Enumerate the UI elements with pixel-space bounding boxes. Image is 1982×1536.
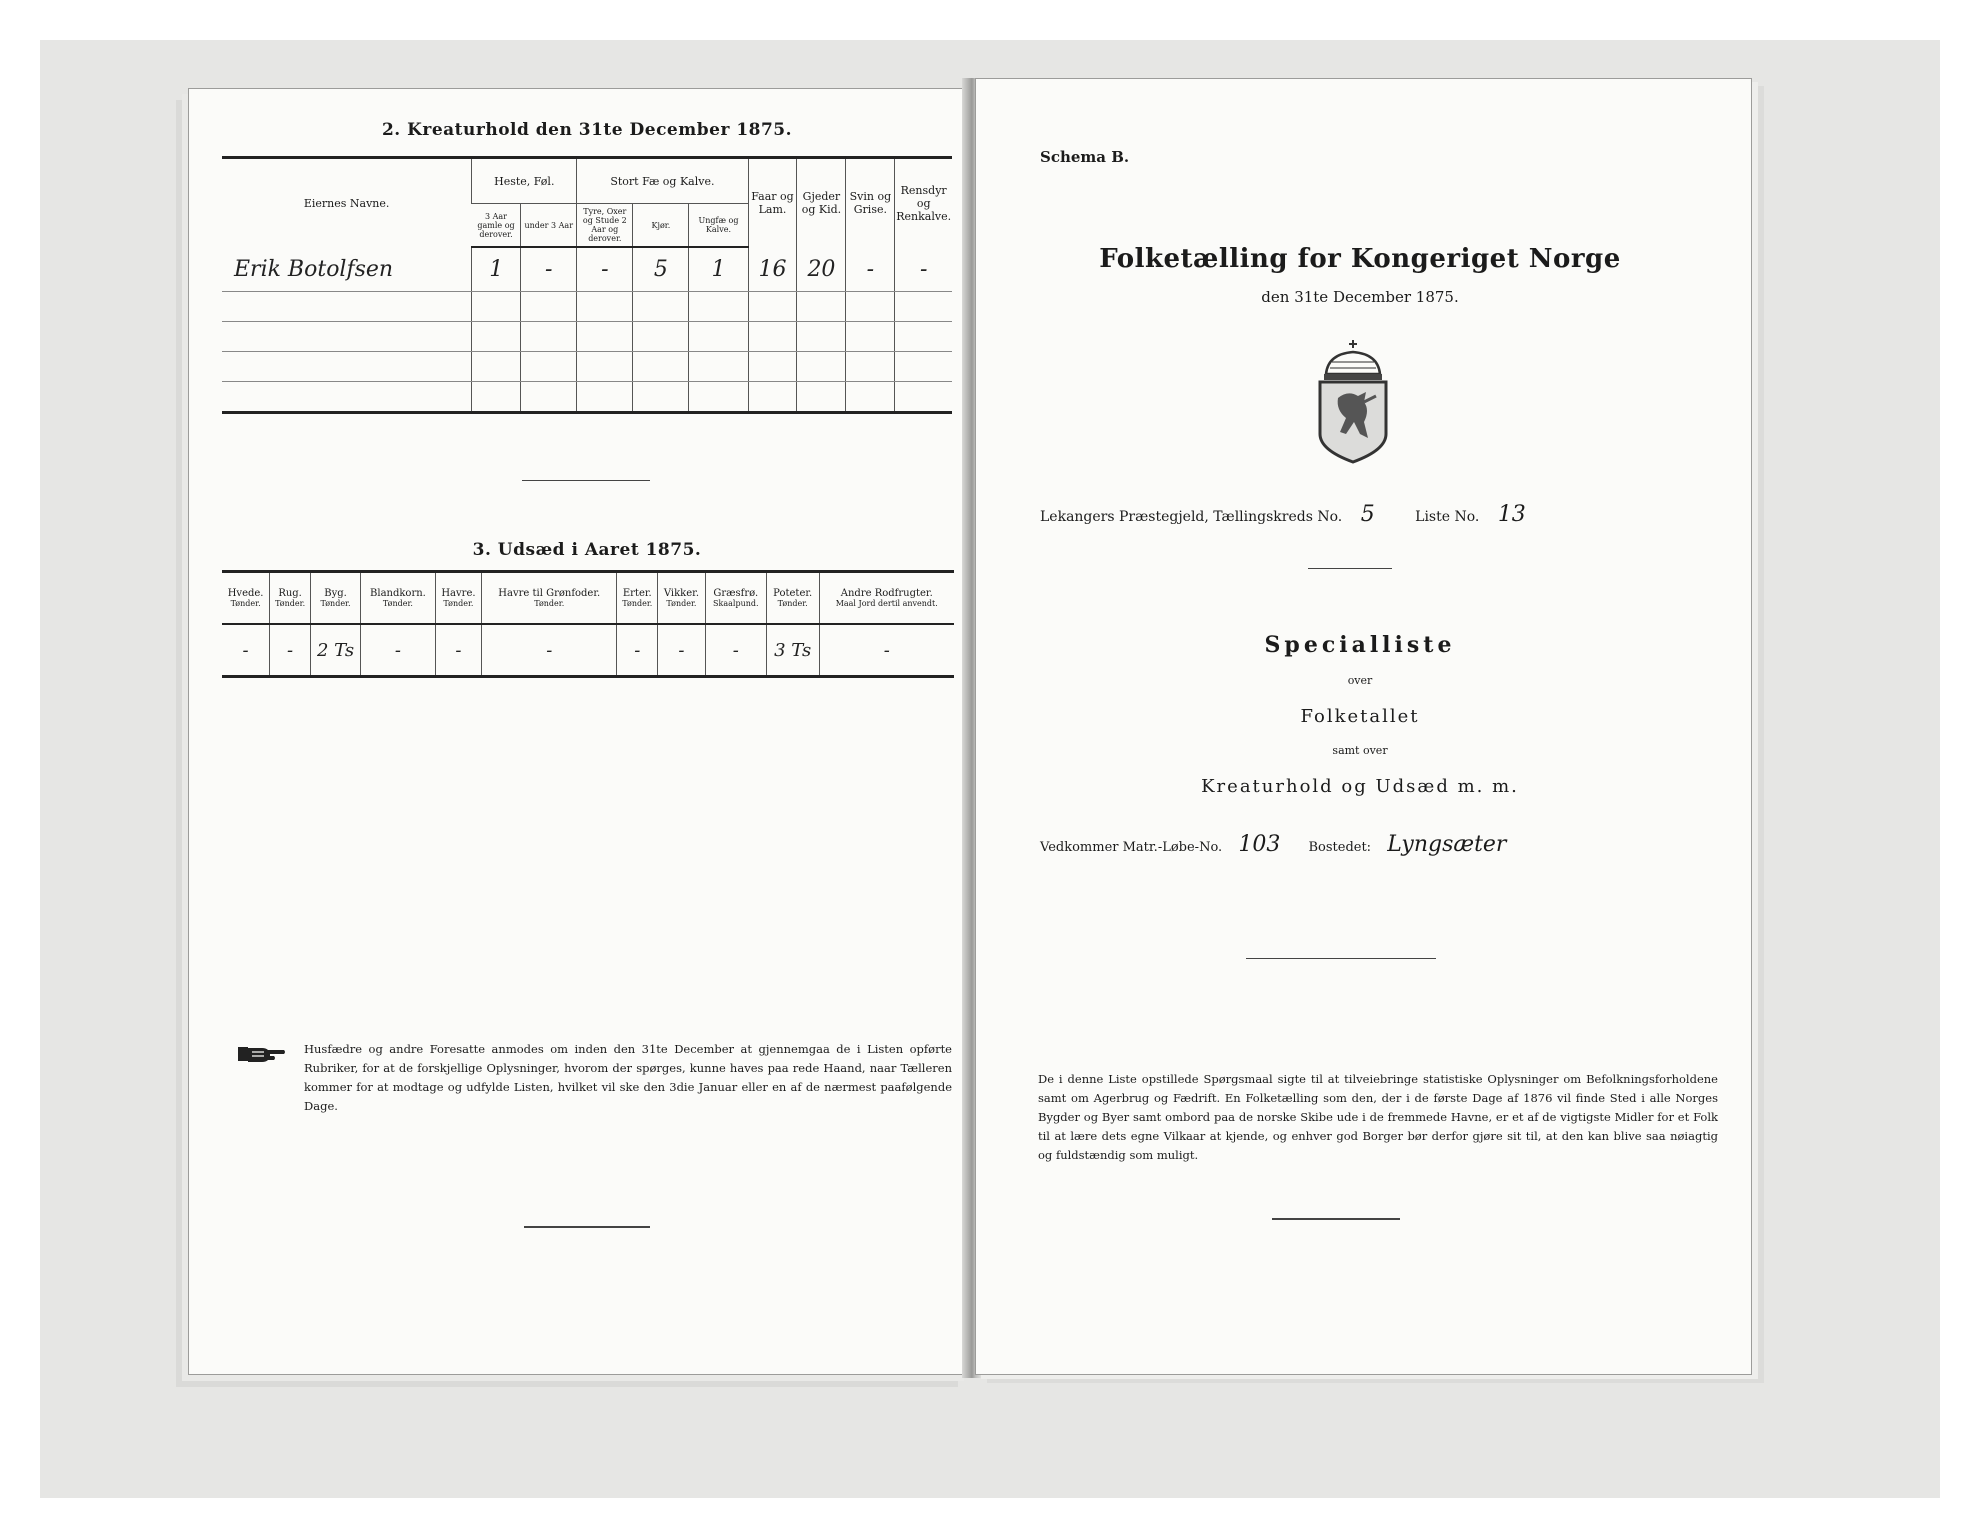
- seed-header-unit: Tønder.: [275, 599, 306, 608]
- table-row: [222, 624, 954, 677]
- horses-young-header: under 3 Aar: [521, 204, 577, 248]
- cows-value: 5: [633, 247, 689, 292]
- seed-header: [617, 572, 658, 625]
- horses-header: Heste, Føl.: [472, 158, 577, 204]
- list-number: 13: [1497, 502, 1526, 527]
- schema-label: Schema B.: [1040, 148, 1130, 166]
- seed-header: [222, 572, 270, 625]
- seed-header-label: Erter.: [622, 588, 652, 599]
- kreaturhold-text: Kreaturhold og Udsæd m. m.: [1201, 776, 1519, 797]
- pointing-hand-icon: [238, 1043, 286, 1065]
- seed-header-unit: Tønder.: [320, 599, 351, 608]
- samt-over-text: samt over: [1332, 744, 1388, 757]
- seed-header-unit: Skaalpund.: [713, 599, 759, 608]
- table-row: [222, 352, 952, 382]
- divider: [1308, 568, 1392, 569]
- sheep-header: Faar og Lam.: [748, 158, 797, 248]
- seed-value: 3 Ts: [766, 624, 819, 677]
- seed-header: [658, 572, 706, 625]
- seed-header: [270, 572, 311, 625]
- seed-header-label: Andre Rodfrugter.: [840, 588, 933, 599]
- divider: [1246, 958, 1436, 959]
- matr-label: Vedkommer Matr.-Løbe-No.: [1040, 840, 1223, 855]
- goats-header: Gjeder og Kid.: [797, 158, 846, 248]
- seed-value: -: [270, 624, 311, 677]
- parish-label: Lekangers Præstegjeld, Tællingskreds No.: [1040, 509, 1343, 525]
- census-title: Folketælling for Kongeriget Norge: [1099, 244, 1621, 274]
- seed-header: [435, 572, 481, 625]
- over-text: over: [1347, 674, 1373, 687]
- bosted-value: Lyngsæter: [1387, 832, 1507, 857]
- divider: [524, 1226, 650, 1228]
- folketallet-text: Folketallet: [1300, 706, 1420, 727]
- seed-header-unit: Maal Jord dertil anvendt.: [835, 599, 938, 608]
- specialliste-title: Specialliste: [1264, 632, 1456, 658]
- seed-value: -: [617, 624, 658, 677]
- bulls-header: Tyre, Oxer og Stude 2 Aar og derover.: [577, 204, 633, 248]
- seed-header-unit: Tønder.: [622, 599, 653, 608]
- bulls-value: -: [577, 247, 633, 292]
- seed-header-unit: Tønder.: [230, 599, 261, 608]
- seed-header-unit: Tønder.: [382, 599, 413, 608]
- seed-value: -: [361, 624, 436, 677]
- seed-value: -: [705, 624, 766, 677]
- seed-header: [310, 572, 360, 625]
- sheep-value: 16: [748, 247, 797, 292]
- reindeer-header: Rensdyr og Renkalve.: [895, 158, 952, 248]
- seed-header-label: Havre.: [441, 588, 476, 599]
- cows-header: Kjør.: [633, 204, 689, 248]
- pigs-header: Svin og Grise.: [846, 158, 895, 248]
- young-cattle-value: 1: [689, 247, 748, 292]
- seed-value: -: [435, 624, 481, 677]
- seed-value: -: [482, 624, 617, 677]
- owner-name: Erik Botolfsen: [222, 247, 472, 292]
- seed-header-label: Græsfrø.: [713, 588, 759, 599]
- parish-line: [1040, 502, 1720, 527]
- census-date: den 31te December 1875.: [1261, 288, 1459, 306]
- seed-header-unit: Tønder.: [534, 599, 565, 608]
- table-row: [222, 292, 952, 322]
- section2-title: 2. Kreaturhold den 31te December 1875.: [381, 120, 793, 140]
- table-row: [222, 382, 952, 413]
- seed-header: [361, 572, 436, 625]
- seed-header: [705, 572, 766, 625]
- young-cattle-header: Ungfæ og Kalve.: [689, 204, 748, 248]
- seed-header-label: Rug.: [278, 588, 302, 599]
- seed-header-unit: Tønder.: [777, 599, 808, 608]
- seed-header-label: Byg.: [324, 588, 347, 599]
- goats-value: 20: [797, 247, 846, 292]
- seed-header: [819, 572, 954, 625]
- explanation-paragraph: De i denne Liste opstillede Spørgsmaal sigte til at tilveiebringe statistiske Oplysninger om Befolkningsforholdene samt om Agerbrug og Fædrift. En Folketælling som den, der i de første Dage af 1876 vil finde Sted i alle Norges Bygder og Byer samt ombord paa de norske Skibe ude i de fremmede Havne, er et af de vigtigste Midler for et Folk til at lære dets egne Vilkaar at kjende, og enhver god Borger bør derfor gjøre sit til, at den kan blive saa nøiagtig og fuldstændig som muligt.: [1038, 1072, 1718, 1162]
- seed-header-label: Vikker.: [663, 588, 700, 599]
- matr-number: 103: [1238, 832, 1281, 857]
- notice-text: Husfædre og andre Foresatte anmodes om inden den 31te December at gjennemgaa de i Listen opførte Rubriker, for at de forskjellige Oplysninger, hvorom der spørges, kunne haves paa rede Haand, naar Tælleren kommer for at modtage og udfylde Listen, hvilket vil ske den 3die Januar eller en af de nærmest paafølgende Dage.: [304, 1042, 952, 1113]
- livestock-table: [222, 156, 952, 414]
- seed-header-unit: Tønder.: [443, 599, 474, 608]
- seed-value: -: [658, 624, 706, 677]
- seed-header: [766, 572, 819, 625]
- seed-value: -: [222, 624, 270, 677]
- section3-title: 3. Udsæd i Aaret 1875.: [472, 540, 702, 560]
- seed-table: [222, 570, 954, 678]
- list-label: Liste No.: [1415, 509, 1480, 525]
- seed-header-label: Havre til Grønfoder.: [498, 588, 601, 599]
- matr-line: [1040, 832, 1720, 857]
- owner-header: Eiernes Navne.: [222, 158, 472, 248]
- seed-header: [482, 572, 617, 625]
- cattle-header: Stort Fæ og Kalve.: [577, 158, 748, 204]
- reindeer-value: -: [895, 247, 952, 292]
- pigs-value: -: [846, 247, 895, 292]
- horses-old-value: 1: [472, 247, 521, 292]
- seed-header-label: Poteter.: [773, 588, 813, 599]
- seed-value: 2 Ts: [310, 624, 360, 677]
- horses-young-value: -: [521, 247, 577, 292]
- seed-header-unit: Tønder.: [666, 599, 697, 608]
- seed-value: -: [819, 624, 954, 677]
- table-row: [222, 322, 952, 352]
- horses-old-header: 3 Aar gamle og derover.: [472, 204, 521, 248]
- divider: [1272, 1218, 1400, 1220]
- divider: [522, 480, 650, 481]
- seed-header-label: Blandkorn.: [370, 588, 426, 599]
- seed-header-label: Hvede.: [227, 588, 264, 599]
- table-row: [222, 247, 952, 292]
- coat-of-arms-icon: [1308, 338, 1398, 466]
- bosted-label: Bostedet:: [1308, 840, 1372, 855]
- district-number: 5: [1360, 502, 1375, 527]
